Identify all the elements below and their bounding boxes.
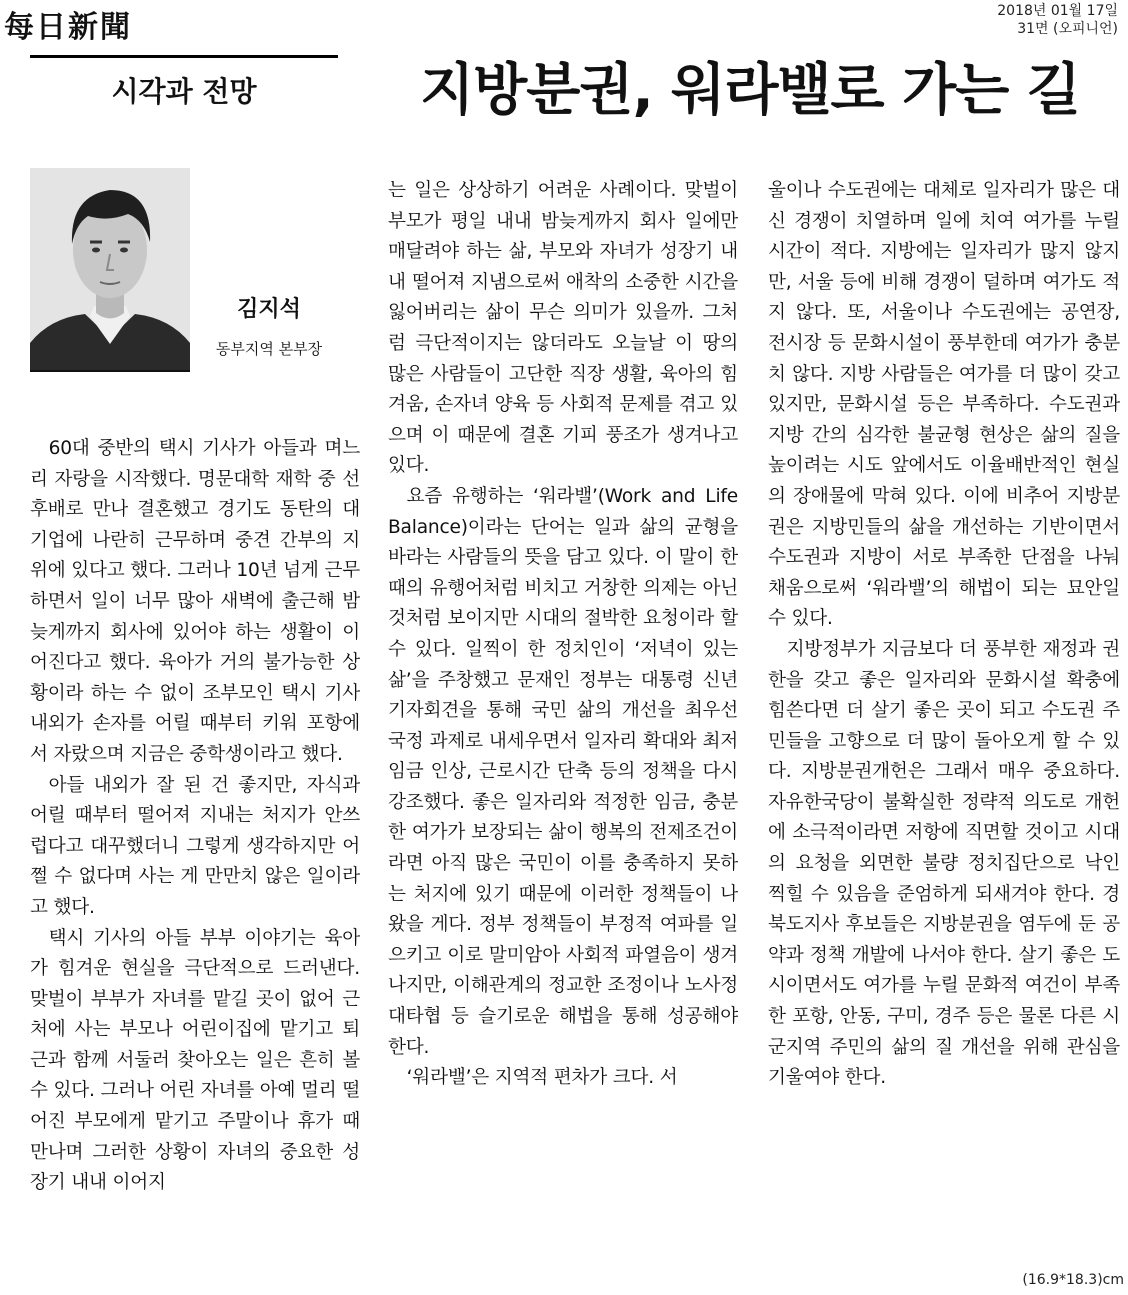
author-photo (30, 168, 190, 372)
newspaper-masthead: 每日新聞 (4, 10, 132, 45)
column-label: 시각과 전망 (111, 75, 257, 108)
paragraph: 택시 기사의 아들 부부 이야기는 육아가 힘겨운 현실을 극단적으로 드러낸다. 맞벌이 부부가 자녀를 맡길 곳이 없어 근처에 사는 부모나 어린이집에 맡기고 퇴근과 함께 서둘러 찾아오는 일은 흔히 볼 수 있다. 그러나 어린 자녀를 아예 멀리 떨어진 부모에게 맡기고 주말이나 휴가 때 만나며 그러한 상황이 자녀의 중요한 성장기 내내 이어지 (30, 927, 360, 1194)
page-number: 31면 (오피니언) (1017, 21, 1118, 37)
article-column-3 (768, 176, 1120, 1094)
paragraph: 울이나 수도권에는 대체로 일자리가 많은 대신 경쟁이 치열하며 일에 치여 여가를 누릴 시간이 적다. 지방에는 일자리가 많지 않지만, 서울 등에 비해 경쟁이 덜하며 여가도 적지 않다. 또, 서울이나 수도권에는 공연장, 전시장 등 문화시설이 풍부한데 여가가 충분치 않다. 지방 사람들은 여가를 더 많이 갖고 있지만, 문화시설 등은 부족하다. 수도권과 지방 간의 심각한 불균형 현상은 삶의 질을 높이려는 시도 앞에서도 이율배반적인 현실의 장애물에 막혀 있다. 이에 비추어 지방분권은 지방민들의 삶을 개선하는 기반이면서 수도권과 지방이 서로 부족한 단점을 나눠 채움으로써 ‘워라밸’의 해법이 되는 묘안일 수 있다. (768, 180, 1120, 630)
paragraph: 는 일은 상상하기 어려운 사례이다. 맞벌이 부모가 평일 내내 밤늦게까지 회사 일에만 매달려야 하는 삶, 부모와 자녀가 성장기 내내 떨어져 지냄으로써 애착의 소중한 시간을 잃어버리는 삶이 무슨 의미가 있을까. 그처럼 극단적이지는 않더라도 오늘날 이 땅의 많은 사람들이 고단한 직장 생활, 육아의 힘겨움, 손자녀 양육 등 사회적 문제를 겪고 있으며 이 때문에 결혼 기피 풍조가 생겨나고 있다. (388, 180, 738, 477)
publication-meta (997, 2, 1118, 38)
article-column-2 (388, 176, 738, 1094)
headline: 지방분권, 워라밸로 가는 길 (420, 58, 1080, 123)
publication-date: 2018년 01월 17일 (997, 3, 1118, 19)
paragraph: ‘워라밸’은 지역적 편차가 크다. 서 (406, 1067, 678, 1089)
author-portrait-icon (30, 168, 190, 372)
paragraph: 60대 중반의 택시 기사가 아들과 며느리 자랑을 시작했다. 명문대학 재학 중 선후배로 만나 결혼했고 경기도 동탄의 대기업에 나란히 근무하며 중견 간부의 지위에 있다고 했다. 그러나 10년 넘게 근무하면서 일이 너무 많아 새벽에 출근해 밤늦게까지 회사에 있어야 하는 생활이 이어진다고 했다. 육아가 거의 불가능한 상황이라 하는 수 없이 조부모인 택시 기사 내외가 손자를 어릴 때부터 키워 포항에서 자랐으며 지금은 중학생이라고 했다. (30, 438, 360, 765)
article-size-note: (16.9*18.3)cm (1022, 1272, 1124, 1288)
paragraph: 요즘 유행하는 ‘워라밸’(Work and Life Balance)이라는 단어는 일과 삶의 균형을 바라는 사람들의 뜻을 담고 있다. 이 말이 한때의 유행어처럼 비치고 거창한 의제는 아닌 것처럼 보이지만 시대의 절박한 요청이라 할 수 있다. 일찍이 한 정치인이 ‘저녁이 있는 삶’을 주창했고 문재인 정부는 대통령 신년 기자회견을 통해 국민 삶의 개선을 최우선 국정 과제로 내세우면서 일자리 확대와 최저임금 인상, 근로시간 단축 등의 정책을 다시 강조했다. 좋은 일자리와 적정한 임금, 충분한 여가가 보장되는 삶이 행복의 전제조건이라면 아직 많은 국민이 이를 충족하지 못하는 처지에 있기 때문에 이러한 정책들이 나왔을 게다. 정부 정책들이 부정적 여파를 일으키고 이로 말미암아 사회적 파열음이 생겨나지만, 이해관계의 정교한 조정이나 노사정 대타협 등 슬기로운 해법을 통해 성공해야 한다. (388, 485, 738, 1058)
paragraph: 지방정부가 지금보다 더 풍부한 재정과 권한을 갖고 좋은 일자리와 문화시설 확충에 힘쓴다면 더 살기 좋은 곳이 되고 수도권 주민들을 고향으로 더 많이 돌아오게 할 수 있다. 지방분권개헌은 그래서 매우 중요하다. 자유한국당이 불확실한 정략적 의도로 개헌에 소극적이라면 저항에 직면할 것이고 시대의 요청을 외면한 불량 정치집단으로 낙인 찍힐 수 있음을 준엄하게 되새겨야 한다. 경북도지사 후보들은 지방분권을 염두에 둔 공약과 정책 개발에 나서야 한다. 살기 좋은 도시이면서도 여가를 누릴 문화적 여건이 부족한 포항, 안동, 구미, 경주 등은 물론 다른 시군지역 주민의 삶의 질 개선을 위해 관심을 기울여야 한다. (768, 638, 1120, 1089)
author-title: 동부지역 본부장 (215, 340, 323, 358)
paragraph: 아들 내외가 잘 된 건 좋지만, 자식과 어릴 때부터 떨어져 지내는 처지가 안쓰럽다고 대꾸했더니 그렇게 생각하지만 어쩔 수 없다며 사는 게 만만치 않은 일이라고 했다. (30, 774, 360, 918)
column-rule (30, 55, 338, 58)
article-column-1 (30, 434, 360, 1199)
author-name: 김지석 (237, 297, 301, 322)
